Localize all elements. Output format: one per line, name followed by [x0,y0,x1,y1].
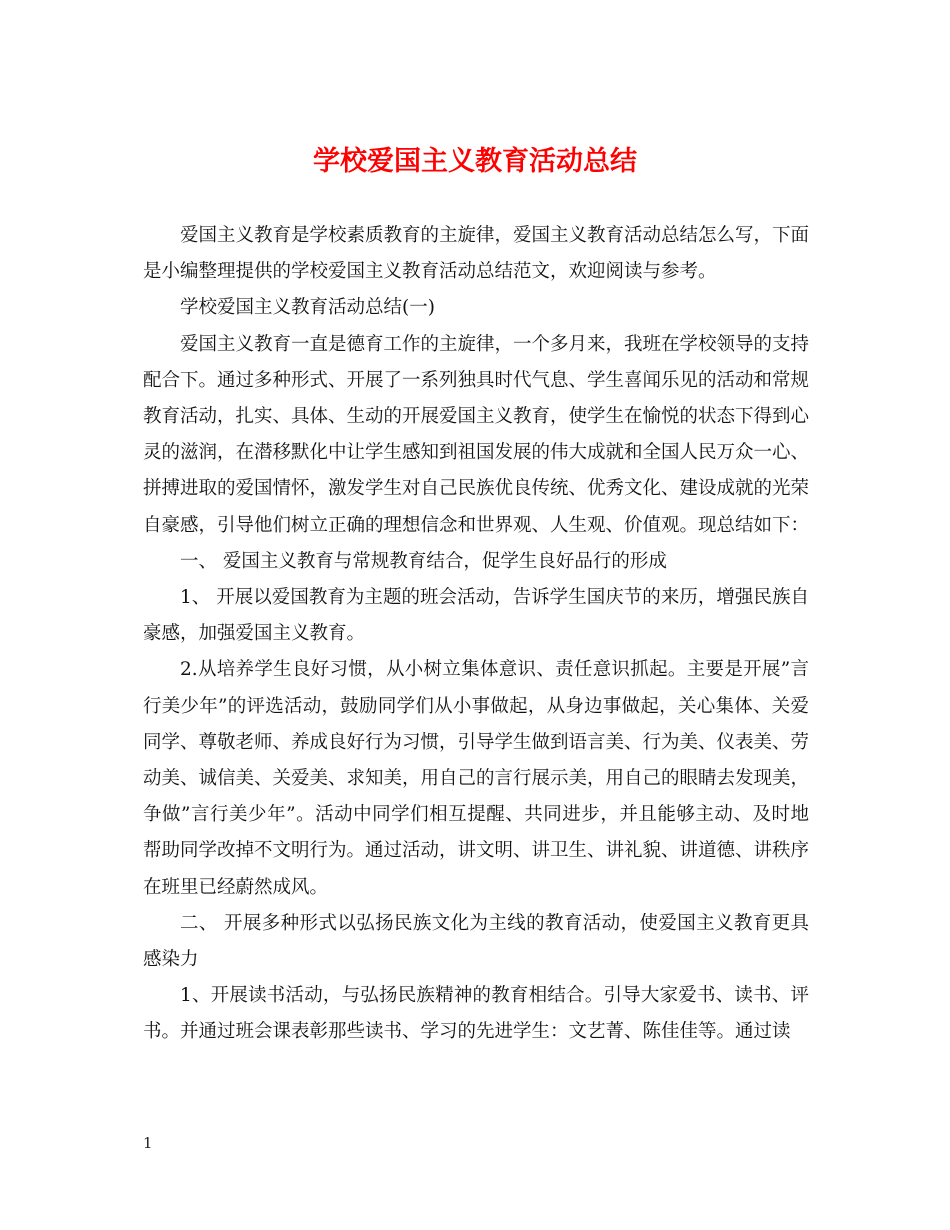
paragraph: 1、 开展以爱国教育为主题的班会活动，告诉学生国庆节的来历，增强民族自豪感，加强爱国主义教育。 [143,587,809,645]
paragraph: 1、开展读书活动，与弘扬民族精神的教育相结合。引导大家爱书、读书、评书。并通过班会课表彰那些读书、学习的先进学生：文艺菁、陈佳佳等。通过读 [143,985,809,1043]
page-number: 1 [143,1134,153,1152]
paragraph-intro: 爱国主义教育是学校素质教育的主旋律，爱国主义教育活动总结怎么写，下面是小编整理提供的学校爱国主义教育活动总结范文，欢迎阅读与参考。 [143,225,810,283]
document-title: 学校爱国主义教育活动总结 [313,146,637,177]
section-heading-2: 二、 开展多种形式以弘扬民族文化为主线的教育活动，使爱国主义教育更具感染力 [143,912,809,971]
paragraph-subtitle: 学校爱国主义教育活动总结(一) [180,297,435,319]
paragraph: 2.从培养学生良好习惯，从小树立集体意识、责任意识抓起。主要是开展”言行美少年”的评选活动，鼓励同学们从小事做起，从身边事做起，关心集体、关爱同学、尊敬老师、养成良好行为习惯，引导学生做到语言美、行为美、仪表美、劳动美、诚信美、关爱美、求知美，用自己的言行展示美，用自己的眼睛去发现美，争做”言行美少年”。活动中同学们相互提醒、共同进步，并且能够主动、及时地帮助同学改掉不文明行为。通过活动，讲文明、讲卫生、讲礼貌、讲道德、讲秩序在班里已经蔚然成风。 [143,659,810,898]
section-heading-1: 一、 爱国主义教育与常规教育结合，促学生良好品行的形成 [180,550,667,572]
paragraph: 爱国主义教育一直是德育工作的主旋律，一个多月来，我班在学校领导的支持配合下。通过多种形式、开展了一系列独具时代气息、学生喜闻乐见的活动和常规教育活动，扎实、具体、生动的开展爱国主义教育，使学生在愉悦的状态下得到心灵的滋润，在潜移默化中让学生感知到祖国发展的伟大成就和全国人民万众一心、拼搏进取的爱国情怀，激发学生对自己民族优良传统、优秀文化、建设成就的光荣自豪感，引导他们树立正确的理想信念和世界观、人生观、价值观。现总结如下： [143,333,810,536]
document-body [143,218,809,1051]
